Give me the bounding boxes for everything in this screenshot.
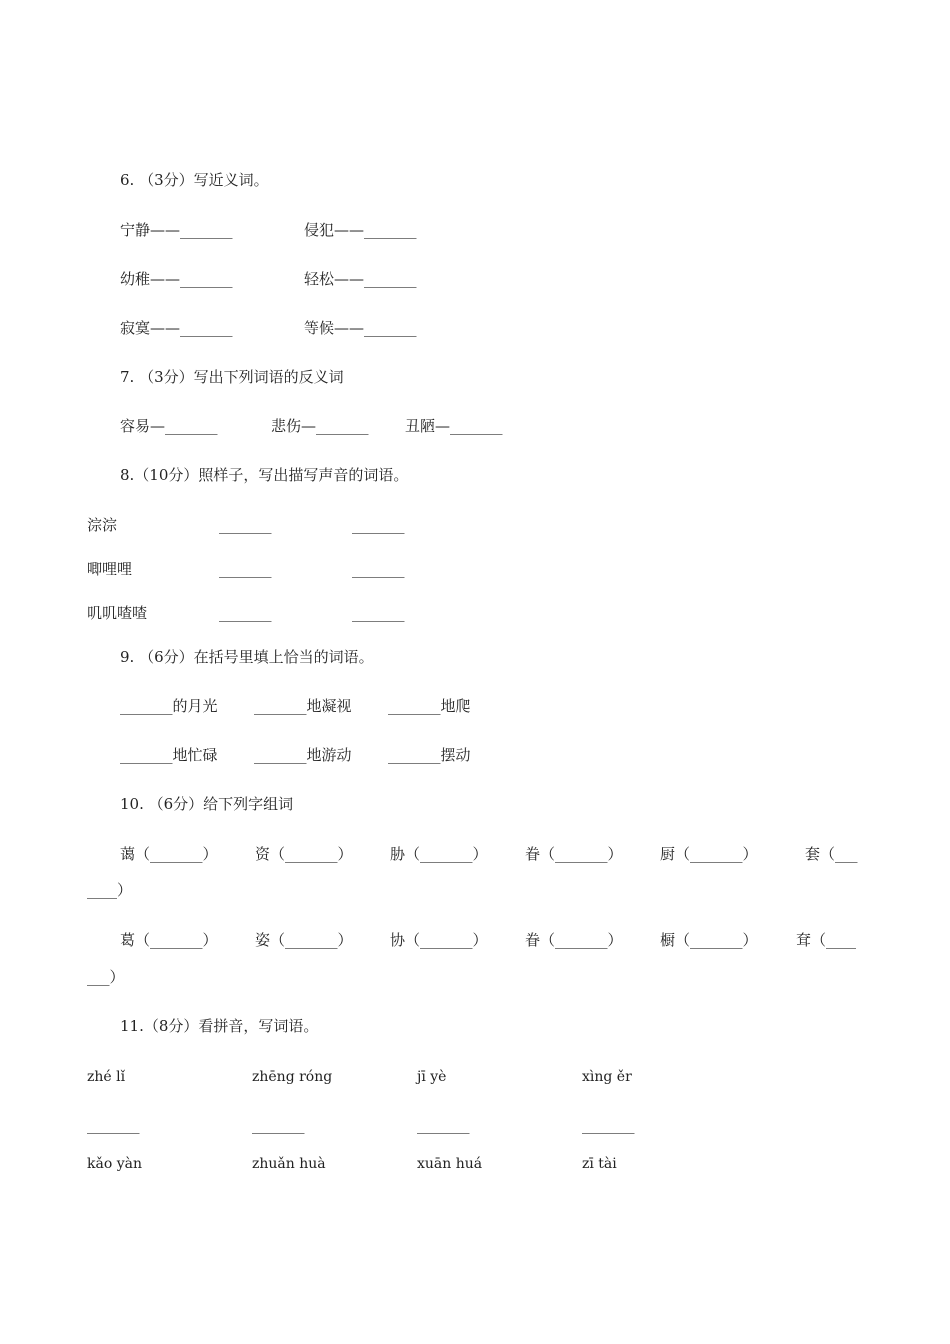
q11-blank: _______ [87,1116,140,1134]
q8-word: 叽叽喳喳 [87,604,148,622]
q10-item: 眷（_______） [525,931,623,949]
q6-title: 6. （3分）写近义词。 [120,171,269,189]
q8-blank: _______ [352,560,405,578]
q8-blank: _______ [352,516,405,534]
q7-item: 丑陋—_______ [405,417,503,435]
q10-item: 橱（_______） [660,931,758,949]
q11-pinyin: jī yè [417,1069,447,1085]
q8-word: 唧哩哩 [87,560,133,578]
q10-item: 协（_______） [390,931,488,949]
q8-blank: _______ [219,560,272,578]
q10-item-cont: ___） [87,968,125,986]
q7-item: 容易—_______ [120,417,218,435]
q9-item: _______的月光 [120,697,218,715]
q9-item: _______地爬 [388,697,471,715]
q9-item: _______地游动 [254,746,352,764]
q10-item: 胁（_______） [390,845,488,863]
q9-item: _______摆动 [388,746,471,764]
q11-title: 11.（8分）看拼音，写词语。 [120,1017,319,1035]
q11-blank: _______ [252,1116,305,1134]
q10-item: 资（_______） [255,845,353,863]
q6-item: 等候——_______ [304,319,417,337]
q11-pinyin: xuān huá [417,1156,483,1172]
q10-item: 耷（____ [796,931,857,949]
q11-pinyin: zhēng róng [252,1069,333,1085]
q11-pinyin: zhuǎn huà [252,1156,326,1172]
q8-blank: _______ [219,604,272,622]
q10-item: 葛（_______） [120,931,218,949]
q10-item: 蔼（_______） [120,845,218,863]
q6-item: 宁静——_______ [120,221,233,239]
q8-word: 淙淙 [87,516,118,534]
q8-blank: _______ [219,516,272,534]
q11-pinyin: zī tài [582,1156,617,1172]
q10-item: 厨（_______） [660,845,758,863]
q6-item: 寂寞——_______ [120,319,233,337]
q11-pinyin: kǎo yàn [87,1156,142,1172]
q9-item: _______地凝视 [254,697,352,715]
q11-pinyin: zhé lǐ [87,1069,126,1085]
q6-item: 幼稚——_______ [120,270,233,288]
q11-pinyin: xìng ěr [582,1069,632,1085]
q11-blank: _______ [417,1116,470,1134]
q9-item: _______地忙碌 [120,746,218,764]
q9-title: 9. （6分）在括号里填上恰当的词语。 [120,648,374,666]
q10-item: 眷（_______） [525,845,623,863]
q10-item: 套（___ [805,845,858,863]
q7-title: 7. （3分）写出下列词语的反义词 [120,368,344,386]
q11-blank: _______ [582,1116,635,1134]
q8-blank: _______ [352,604,405,622]
q7-item: 悲伤—_______ [271,417,369,435]
q10-title: 10. （6分）给下列字组词 [120,795,294,813]
q10-item-cont: ____） [87,881,133,899]
q10-item: 姿（_______） [255,931,353,949]
q6-item: 轻松——_______ [304,270,417,288]
q6-item: 侵犯——_______ [304,221,417,239]
q8-title: 8.（10分）照样子，写出描写声音的词语。 [120,466,409,484]
